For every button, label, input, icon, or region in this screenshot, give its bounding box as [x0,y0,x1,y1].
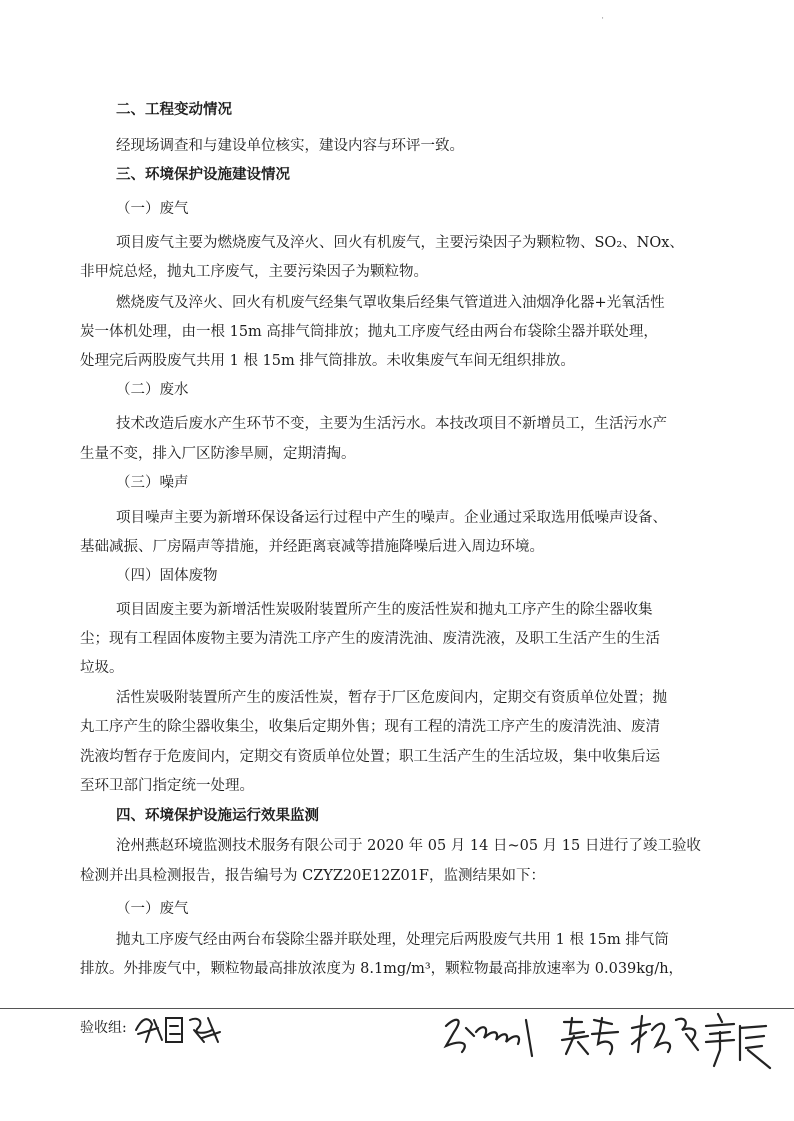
signature-label: 验收组: [80,1020,127,1036]
body-text-line: 项目噪声主要为新增环保设备运行过程中产生的噪声。企业通过采取选用低噪声设备、 [116,510,667,526]
body-text-line: 洗液均暂存于危废间内，定期交有资质单位处置；职工生活产生的生活垃圾，集中收集后运 [80,749,660,765]
section-heading: 四、环境保护设施运行效果监测 [116,807,319,824]
body-text-line: 项目固废主要为新增活性炭吸附装置所产生的废活性炭和抛丸工序产生的除尘器收集 [116,602,653,618]
signature-1 [132,1012,224,1046]
body-text-line: 经现场调查和与建设单位核实，建设内容与环评一致。 [116,138,464,154]
body-text-line: 丸工序产生的除尘器收集尘，收集后定期外售；现有工程的清洗工序产生的废清洗油、废清 [80,719,660,735]
body-text-line: 技术改造后废水产生环节不变，主要为生活污水。本技改项目不新增员工，生活污水产 [116,416,667,432]
section-heading: 三、环境保护设施建设情况 [116,166,290,183]
body-text-line: 炭一体机处理，由一根 15m 高排气筒排放；抛丸工序废气经由两台布袋除尘器并联处理， [80,324,658,340]
body-text-line: （一）废气 [116,901,189,917]
body-text-line: （三）噪声 [116,475,189,491]
body-text-line: 排放。外排废气中，颗粒物最高排放浓度为 8.1mg/m³，颗粒物最高排放速率为 0.039kg/h， [80,961,684,977]
body-text-line: 垃圾。 [80,660,124,676]
body-text-line: 尘；现有工程固体废物主要为清洗工序产生的废清洗油、废清洗液，及职工生活产生的生活 [80,631,660,647]
signature-5 [700,1010,778,1072]
body-text-line: （一）废气 [116,201,189,217]
signature-4 [628,1012,704,1056]
signature-separator [0,1008,794,1009]
signature-3 [558,1014,622,1058]
section-heading: 二、工程变动情况 [116,101,232,118]
body-text-line: （四）固体废物 [116,568,218,584]
top-mark: · [601,14,604,24]
signature-2 [440,1012,550,1060]
body-text-line: 基础减振、厂房隔声等措施，并经距离衰减等措施降噪后进入周边环境。 [80,539,544,555]
body-text-line: 至环卫部门指定统一处理。 [80,778,254,794]
body-text-line: 生量不变，排入厂区防渗旱厕，定期清掏。 [80,446,356,462]
body-text-line: （二）废水 [116,382,189,398]
body-text-line: 处理完后两股废气共用 1 根 15m 排气筒排放。未收集废气车间无组织排放。 [80,353,575,369]
body-text-line: 沧州燕赵环境监测技术服务有限公司于 2020 年 05 月 14 日~05 月 15 日进行了竣工验收 [116,838,701,854]
body-text-line: 项目废气主要为燃烧废气及淬火、回火有机废气，主要污染因子为颗粒物、SO₂、NOx、 [116,235,684,251]
body-text-line: 抛丸工序废气经由两台布袋除尘器并联处理，处理完后两股废气共用 1 根 15m 排气筒 [116,932,669,948]
body-text-line: 检测并出具检测报告，报告编号为 CZYZ20E12Z01F，监测结果如下： [80,868,545,884]
body-text-line: 燃烧废气及淬火、回火有机废气经集气罩收集后经集气管道进入油烟净化器+光氧活性 [116,295,665,311]
body-text-line: 活性炭吸附装置所产生的废活性炭，暂存于厂区危废间内，定期交有资质单位处置；抛 [116,690,667,706]
body-text-line: 非甲烷总烃，抛丸工序废气，主要污染因子为颗粒物。 [80,264,428,280]
